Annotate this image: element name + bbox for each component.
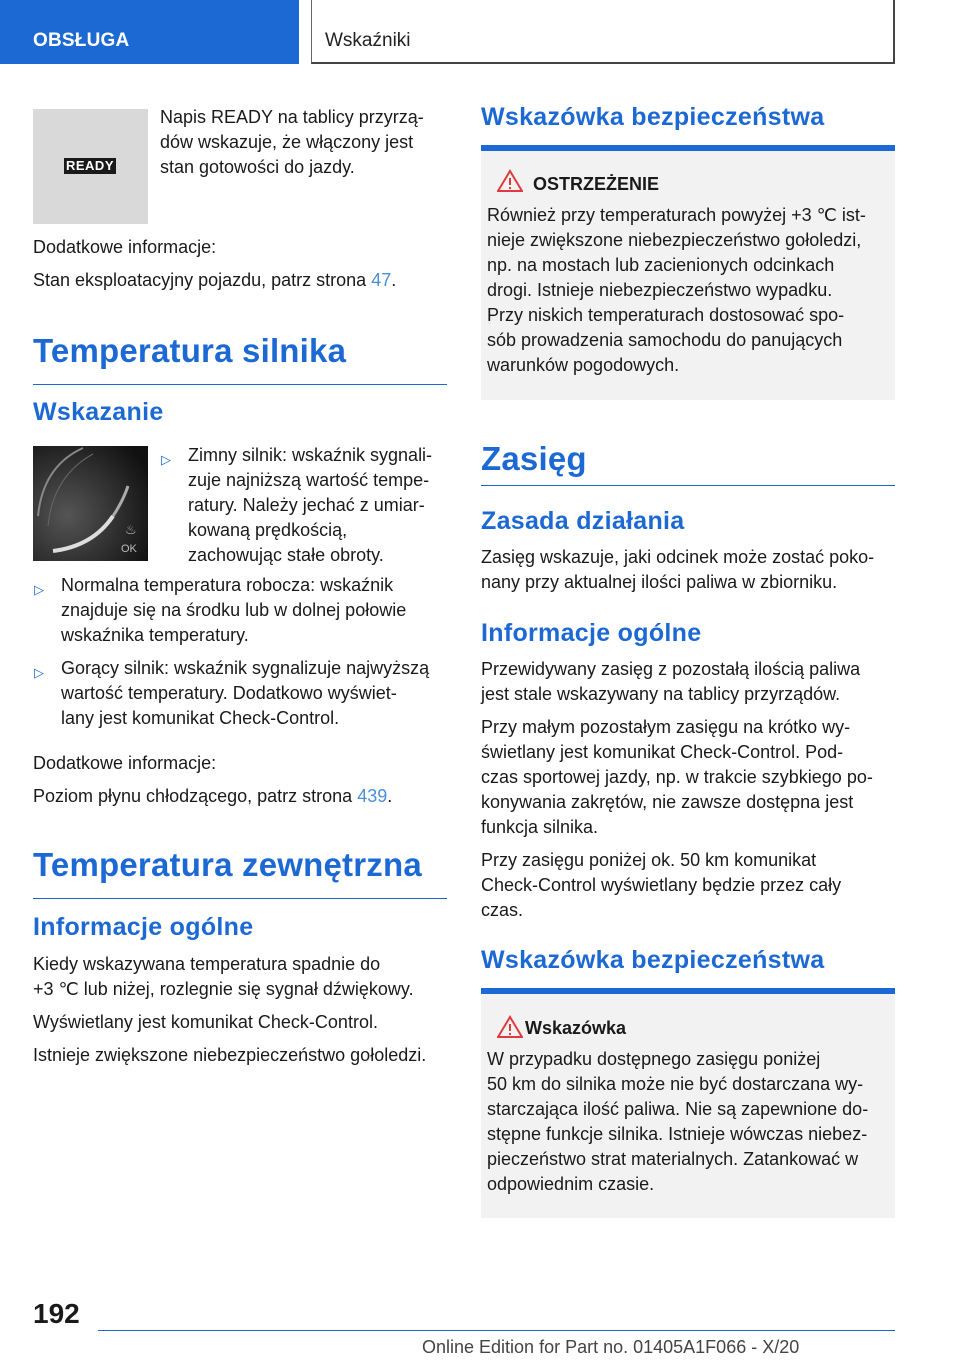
general-p2: Wyświetlany jest komunikat Check-Control. xyxy=(33,1012,378,1032)
info-p2-line2: świetlany jest komunikat Check-Control. Pod- xyxy=(481,742,844,762)
warning-heading: OSTRZEŻENIE xyxy=(533,174,660,194)
heading-rule xyxy=(481,485,895,486)
indicator-heading: Wskazanie xyxy=(33,398,164,426)
temperature-gauge-image xyxy=(33,446,148,561)
principle-heading: Zasada działania xyxy=(481,507,685,535)
engine-temperature-heading: Temperatura silnika xyxy=(33,332,347,369)
note-bar xyxy=(481,988,895,994)
bullet2-line3: wskaźnika temperatury. xyxy=(61,625,249,645)
extra-info2-label: Dodatkowe informacje: xyxy=(33,753,217,773)
safety2-heading: Wskazówka bezpieczeństwa xyxy=(481,946,825,974)
info-p1-line2: jest stale wskazywany na tablicy przyrządów. xyxy=(481,684,841,704)
info-p2-line1: Przy małym pozostałym zasięgu na krótko wy- xyxy=(481,717,851,737)
info-heading: Informacje ogólne xyxy=(481,619,702,647)
warning-bar xyxy=(481,145,895,151)
bullet1-line4: kowaną prędkością, xyxy=(188,520,348,540)
info-p3-line2: Check-Control wyświetlany będzie przez cały xyxy=(481,875,842,895)
info-p2-line4: konywania zakrętów, nie zawsze dostępna jest xyxy=(481,792,854,812)
warning-line6: sób prowadzenia samochodu do panujących xyxy=(487,330,843,350)
triangle-right-icon: ▷ xyxy=(34,582,44,597)
note-line4: stępne funkcje silnika. Istnieje wówczas niebez- xyxy=(487,1124,868,1144)
page-link-47[interactable]: 47 xyxy=(371,270,392,290)
chapter-header xyxy=(311,0,895,64)
note-line1: W przypadku dostępnego zasięgu poniżej xyxy=(487,1049,821,1069)
gauge-ok-label: OK xyxy=(121,543,137,555)
ready-text-3: stan gotowości do jazdy. xyxy=(160,157,355,177)
ready-text-2: dów wskazuje, że włączony jest xyxy=(160,132,414,152)
section-tab xyxy=(0,0,299,64)
safety-heading: Wskazówka bezpieczeństwa xyxy=(481,103,825,131)
footer-rule xyxy=(98,1330,895,1331)
bullet3-line2: wartość temperatury. Dodatkowo wyświet- xyxy=(61,683,397,703)
page-number: 192 xyxy=(33,1298,80,1329)
gauge-graphic xyxy=(33,446,148,561)
info-p2-line5: funkcja silnika. xyxy=(481,817,599,837)
note-line6: odpowiednim czasie. xyxy=(487,1174,655,1194)
bullet3-line1: Gorący silnik: wskaźnik sygnalizuje najwyższą xyxy=(61,658,430,678)
extra-info2-text: Poziom płynu chłodzącego, patrz strona 439. xyxy=(33,786,393,806)
warning-box xyxy=(481,145,895,400)
general-p3: Istnieje zwiększone niebezpieczeństwo gołoledzi. xyxy=(33,1045,427,1065)
warning-line1: Również przy temperaturach powyżej +3 ℃ ist- xyxy=(487,205,866,225)
warning-line5: Przy niskich temperaturach dostosować spo- xyxy=(487,305,845,325)
info-p3-line1: Przy zasięgu poniżej ok. 50 km komunikat xyxy=(481,850,817,870)
triangle-right-icon: ▷ xyxy=(34,665,44,680)
note-line2: 50 km do silnika może nie być dostarczana wy- xyxy=(487,1074,864,1094)
range-heading: Zasięg xyxy=(481,440,587,477)
ready-text-1: Napis READY na tablicy przyrzą- xyxy=(160,107,424,127)
principle-line1: Zasięg wskazuje, jaki odcinek może zostać poko- xyxy=(481,547,875,567)
section-label: OBSŁUGA xyxy=(33,30,130,51)
page-link-439[interactable]: 439 xyxy=(357,786,388,806)
info-p1-line1: Przewidywany zasięg z pozostałą ilością paliwa xyxy=(481,659,861,679)
outside-temperature-heading: Temperatura zewnętrzna xyxy=(33,846,422,883)
heading-rule xyxy=(33,898,447,899)
principle-line2: nany przy aktualnej ilości paliwa w zbiorniku. xyxy=(481,572,838,592)
bullet1-line5: zachowując stałe obroty. xyxy=(188,545,384,565)
note-line3: starczająca ilość paliwa. Nie są zapewnione do- xyxy=(487,1099,869,1119)
svg-text:♨: ♨ xyxy=(125,523,137,538)
bullet1-line3: ratury. Należy jechać z umiar- xyxy=(188,495,425,515)
warning-line7: warunków pogodowych. xyxy=(487,355,680,375)
general-info-heading: Informacje ogólne xyxy=(33,913,254,941)
note-line5: pieczeństwo strat materialnych. Zatankować w xyxy=(487,1149,859,1169)
edition-text: Online Edition for Part no. 01405A1F066 - X/20 xyxy=(422,1337,800,1357)
ready-indicator-image xyxy=(33,109,148,224)
bullet3-line3: lany jest komunikat Check-Control. xyxy=(61,708,340,728)
warning-line2: nieje zwiększone niebezpieczeństwo gołoledzi, xyxy=(487,230,862,250)
info-p2-line3: czas sportowej jazdy, np. w trakcie szybkiego po- xyxy=(481,767,873,787)
ready-badge: READY xyxy=(65,158,114,173)
note-heading: Wskazówka xyxy=(525,1018,627,1038)
bullet1-line1: Zimny silnik: wskaźnik sygnali- xyxy=(188,445,433,465)
extra-info-text: Stan eksploatacyjny pojazdu, patrz strona 47. xyxy=(33,270,397,290)
general-p1-line2: +3 ℃ lub niżej, rozlegnie się sygnał dźwiękowy. xyxy=(33,979,414,999)
bullet2-line1: Normalna temperatura robocza: wskaźnik xyxy=(61,575,394,595)
triangle-right-icon: ▷ xyxy=(161,452,171,467)
heading-rule xyxy=(33,384,447,385)
note-box xyxy=(481,988,895,1218)
warning-triangle-icon xyxy=(497,169,523,192)
warning-line3: np. na mostach lub zacienionych odcinkach xyxy=(487,255,835,275)
info-p3-line3: czas. xyxy=(481,900,524,920)
bullet2-line2: znajduje się na środku lub w dolnej połowie xyxy=(61,600,407,620)
chapter-title: Wskaźniki xyxy=(325,30,411,51)
bullet1-line2: zuje najniższą wartość tempe- xyxy=(188,470,430,490)
extra-info-label: Dodatkowe informacje: xyxy=(33,237,217,257)
warning-triangle-icon xyxy=(497,1015,523,1038)
warning-line4: drogi. Istnieje niebezpieczeństwo wypadku. xyxy=(487,280,833,300)
general-p1-line1: Kiedy wskazywana temperatura spadnie do xyxy=(33,954,381,974)
